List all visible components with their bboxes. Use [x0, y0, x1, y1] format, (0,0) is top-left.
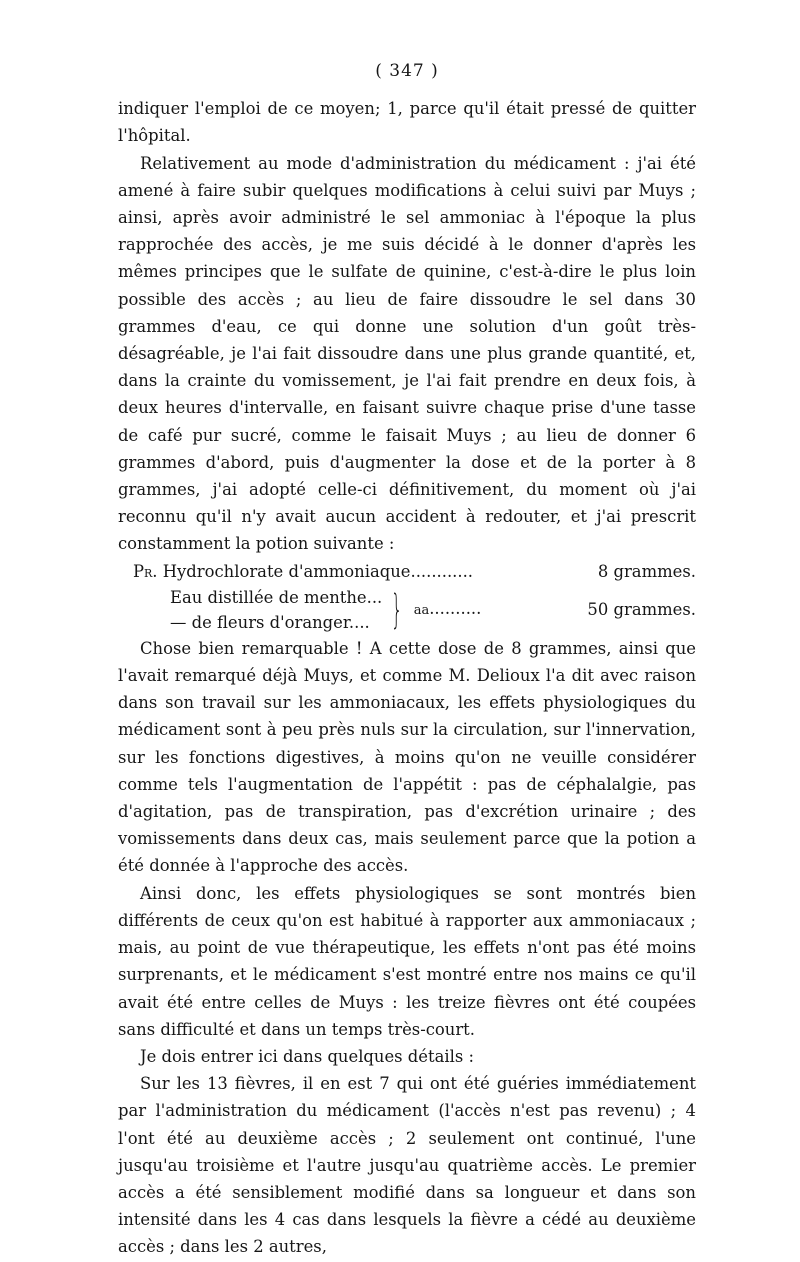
paragraph-5: Je dois entrer ici dans quelques détails :: [140, 1046, 474, 1066]
paragraph-1: indiquer l'emploi de ce moyen; 1, parce qu'il était pressé de quitter l'hôpital.: [118, 99, 696, 146]
prescription-aa-dots: ..........: [429, 599, 482, 619]
prescription-group: [118, 585, 696, 635]
prescription-dose-1: 8 grammes.: [597, 561, 696, 581]
prescription-marker: Pr.: [133, 561, 158, 581]
page-number: ( 347 ): [375, 61, 439, 81]
prescription-item-2: Eau distillée de menthe...: [170, 587, 383, 607]
brace-icon: }: [391, 586, 403, 633]
prescription-dose-2: 50 grammes.: [587, 600, 696, 620]
document-page: [118, 58, 696, 1261]
prescription-line-1: [118, 558, 696, 585]
paragraph-6: Sur les 13 fièvres, il en est 7 qui ont été guéries immédiatement par l'administration du médicament (l'accès n'est pas revenu) ; 4 l'ont été au deuxième accès ; 2 seulement ont continué, l'une jusqu'au troisième et l'autre jusqu'au quatrième accès. Le premier accès a été sensiblement modifié dans sa longueur et dans son intensité dans les 4 cas dans lesquels la fièvre a cédé au deuxième accès ; dans les 2 autres,: [118, 1074, 696, 1257]
prescription-item-1: Hydrochlorate d'ammoniaque............: [162, 561, 474, 581]
prescription-item-3: — de fleurs d'oranger....: [170, 612, 370, 632]
paragraph-3: Chose bien remarquable ! A cette dose de 8 grammes, ainsi que l'avait remarqué déjà Muys, et comme M. Delioux l'a dit avec raison dans son travail sur les ammoniacaux, les effets physiologiques du médicament sont à peu près nuls sur la circulation, sur l'innervation, sur les fonctions digestives, à moins qu'on ne veuille considérer comme tels l'augmentation de l'appétit : pas de céphalalgie, pas d'agitation, pas de transpiration, pas d'excrétion urinaire ; des vomissements dans deux cas, mais seulement parce que la potion a été donnée à l'approche des accès.: [118, 638, 696, 876]
prescription-aa: aa: [413, 603, 430, 619]
paragraph-4: Ainsi donc, les effets physiologiques se sont montrés bien différents de ceux qu'on est habitué à rapporter aux ammoniacaux ; mais, au point de vue thérapeutique, les effets n'ont pas été moins surprenants, et le médicament s'est montré entre nos mains ce qu'il avait été entre celles de Muys : les treize fièvres ont été coupées sans difficulté et dans un temps très-court.: [118, 883, 696, 1039]
paragraph-2: Relativement au mode d'administration du médicament : j'ai été amené à faire subir quelques modifications à celui suivi par Muys ; ainsi, après avoir administré le sel ammoniac à l'époque la plus rapprochée des accès, je me suis décidé à le donner d'après les mêmes principes que le sulfate de quinine, c'est-à-dire le plus loin possible des accès ; au lieu de faire dissoudre le sel dans 30 grammes d'eau, ce qui donne une solution d'un goût très-désagréable, je l'ai fait dissoudre dans une plus grande quantité, et, dans la crainte du vomissement, je l'ai fait prendre en deux fois, à deux heures d'intervalle, en faisant suivre chaque prise d'une tasse de café pur sucré, comme le faisait Muys ; au lieu de donner 6 grammes d'abord, puis d'augmenter la dose et de la porter à 8 grammes, j'ai adopté celle-ci définitivement, du moment où j'ai reconnu qu'il n'y avait aucun accident à redouter, et j'ai prescrit constamment la potion suivante :: [118, 153, 696, 554]
